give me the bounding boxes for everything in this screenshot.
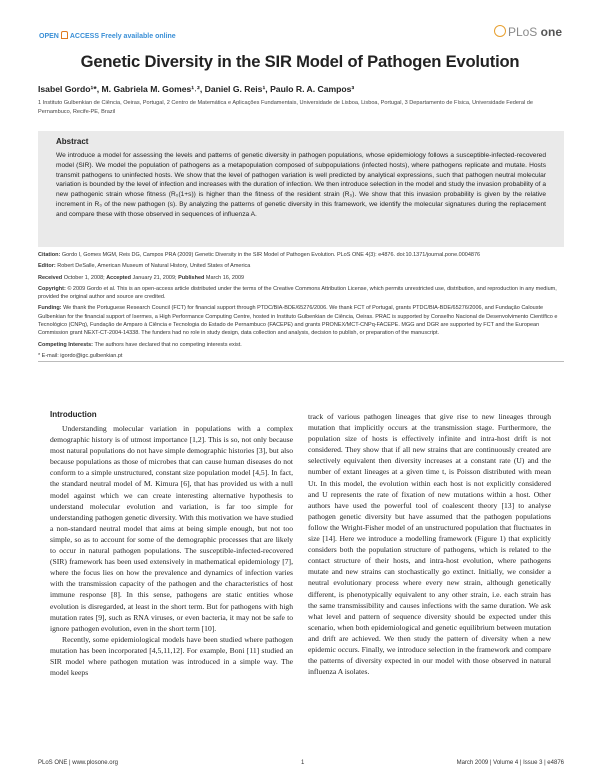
footer-page-number: 1	[301, 760, 305, 766]
citation-text: Gordo I, Gomes MGM, Reis DG, Campos PRA (2009) Genetic Diversity in the SIR Model of Pathogen Evolution. PLoS ONE 4(3): e4876. doi:10.1371/journal.pone.0004876	[61, 252, 481, 258]
accepted-label: Accepted	[106, 274, 131, 281]
copyright-label: Copyright:	[38, 285, 66, 292]
editor-text: Robert DeSalle, American Museum of Natural History, United States of America	[57, 263, 251, 270]
plos-sun-icon	[494, 25, 506, 37]
abstract-text: We introduce a model for assessing the levels and patterns of genetic diversity in pathogen populations, whose epidemiology follows a susceptible-infected-recovered model (SIR). We model the population of pathogens as a metapopulation composed of subpopulations (infected hosts), where pathogens replicate and mutate. Hosts transmit pathogens to uninfected hosts. We show that the level of pathogen variation is well predicted by analytical expressions, such that pathogen neutral molecular variation is bounded by the level of infection and increases with the duration of infection. We then introduce selection in the model and study the invasion probability of a new pathogenic strain whose fitness (R₀(1+s)) is higher than the fitness of the resident strain (R₀). We show that this invasion probability is given by the relative increment in R₀ of the new pathogen (s). By analyzing the patterns of genetic diversity in this framework, we identify the molecular signatures during the replacement and compare these with those observed in sequences of influenza A.	[56, 152, 546, 218]
open-access-label: OPEN	[39, 33, 59, 40]
accepted-date: January 21, 2009;	[132, 274, 177, 281]
abstract-box	[38, 131, 564, 247]
affiliations: 1 Instituto Gulbenkian de Ciência, Oeiras, Portugal, 2 Centro de Matemática e Aplicações Fundamentais, Universidade de Lisboa, Lisboa, Portugal, 3 Departamento de Física, Universidade Federal de Pernambuco, Recife-PE, Brazil	[38, 100, 534, 115]
intro-paragraph-2: Recently, some epidemiological models have been studied where pathogen mutation has been incorporated [4,5,11,12]. For example, Boni [11] studied an SIR model where pathogen mutation was introduced in a simple way. The model keeps	[50, 634, 293, 678]
footer-issue: March 2009 | Volume 4 | Issue 3 | e4876	[456, 760, 564, 766]
received-label: Received	[38, 274, 63, 281]
editor-label: Editor:	[38, 263, 56, 270]
citation-label: Citation:	[38, 252, 61, 258]
competing-text: The authors have declared that no competing interests exist.	[94, 341, 242, 348]
intro-paragraph-3: track of various pathogen lineages that give rise to new lineages through mutation that implicitly occurs at the transmission stage. Furthermore, the population size of hosts is effectively infinite and intra-host drift is not considered. They show that if all new strains that are continuously created are selectively equivalent then diversity increases at a constant rate (U) and the number of extant lineages at a given time t, is Poisson distributed with mean Ut. In this model, the evolution within each host is not explicitly considered and U represents the rate of fixation of new mutations within a host. Other authors have used the powerful tool of coalescent theory [13] to analyse pathogen genetic diversity but have assumed that the pathogen populations follow the Wright-Fisher model of an unstructured population that fluctuates in size [14]. Here we introduce a modelling framework (Figure 1) that explicitly considers both the population structure of pathogens, which is related to the contact structure of their hosts, and intra-host evolution, where pathogens mutate and new strains can stochastically go extinct. Initially, we consider a neutral evolutionary process where every new strain, although genetically different, is phenotypically equivalent to any other strain, i.e. each strain has the same transmissibility and causes infections with the same duration. We ask what level and pattern of sequence diversity should be expected under this scenario, when both epidemiological and genetic equilibrium between mutation and drift are achieved. We then study the pattern of diversity when a new epidemic occurs. Finally, we introduce selection in the framework and compare the patterns of diversity expected in our model with those observed in natural influenza A isolates.	[308, 412, 551, 677]
dates	[38, 274, 564, 282]
open-access-banner	[39, 31, 176, 40]
article-metadata	[38, 251, 564, 363]
abstract-heading: Abstract	[56, 137, 89, 146]
introduction-heading: Introduction	[50, 410, 97, 419]
logo-one-text: one	[540, 25, 562, 39]
left-column	[50, 423, 293, 678]
right-column	[308, 411, 551, 677]
funding-text: We thank the Portuguese Research Council (FCT) for financial support through PTDC/BIA-BDE/65276/2006. We thank FCT of Portugal, grants PTDC/BIA-BDE/65276/2006, and Fundação Calouste Gulbenkian for the financial support of Isermes, a High Performance Computing Centre, hosted in Instituto Gulbenkian de Ciência, Oeiras. PRAC is supported by Conselho Nacional de Desenvolvimento Científico e Tecnológico (CNPq), Fundação de Amparo à Ciência e Tecnologia do Estado de Pernambuco (FACEPE) and grants PRONEX/MCT-CNPq-FACEPE. MGG and DGR are supported by FCT and the European Commission grant NEXT-CT-2004-14338. The funders had no role in study design, data collection and analysis, decision to publish, or preparation of the manuscript.	[38, 305, 558, 337]
section-divider	[38, 361, 564, 362]
article-title: Genetic Diversity in the SIR Model of Pathogen Evolution	[80, 52, 520, 71]
editor	[38, 262, 564, 270]
plos-one-logo	[494, 25, 562, 39]
published-label: Published	[178, 274, 205, 281]
author-list: Isabel Gordo¹*, M. Gabriela M. Gomes¹˒², Daniel G. Reis¹, Paulo R. A. Campos³	[38, 84, 355, 94]
copyright	[38, 285, 564, 302]
competing-label: Competing Interests:	[38, 341, 94, 348]
funding-label: Funding:	[38, 305, 62, 312]
free-label: Freely available online	[100, 33, 176, 40]
copyright-text: © 2009 Gordo et al. This is an open-access article distributed under the terms of the Creative Commons Attribution License, which permits unrestricted use, distribution, and reproduction in any medium, provided the original author and source are credited.	[38, 285, 557, 301]
logo-plos-text: PLoS	[507, 25, 538, 39]
received-date: October 1, 2008;	[63, 274, 105, 281]
footer-journal: PLoS ONE | www.plosone.org	[38, 760, 118, 766]
access-label: ACCESS	[69, 33, 100, 40]
intro-paragraph-1: Understanding molecular variation in populations with a complex demographic history is of utmost importance [1,2]. This is so, not only because most natural populations do not have simple demographic histories [3], but also because populations as those of microbes that can cause human diseases do not conform to a simple unstructured, constant size population model [4,5]. In fact, the standard neutral model of M. Kimura [6], that has provided us with a null model against which we can create interesting alternative hypothesis to understand molecular evolution and variation, is far too simple for understanding pathogen genetic diversity. With this motivation we have studied a non-standard neutral model that aims at being simple enough, but not too simple, so as to account for some of the demographic processes that are likely to occur in natural pathogen populations. The susceptible-infected-recovered (SIR) framework has been used extensively in mathematical epidemiology [7], where the focus lies on how the prevalence and dynamics of infection varies with the transmission capacity of the pathogen and the characteristics of host immune response [8]. In this sense, pathogens are static entities whose evolution is disregarded, at least in the short term. But for pathogens with high mutation rates [9], such as RNA viruses, or even bacteria, it may not be safe to ignore pathogen evolution, even in the short term [10].	[50, 424, 293, 633]
citation	[38, 251, 564, 259]
competing-interests	[38, 341, 564, 349]
email[interactable]: * E-mail: igordo@igc.gulbenkian.pt	[38, 352, 123, 359]
published-date: March 16, 2009	[205, 274, 245, 281]
funding	[38, 304, 564, 337]
open-lock-icon	[61, 31, 68, 39]
